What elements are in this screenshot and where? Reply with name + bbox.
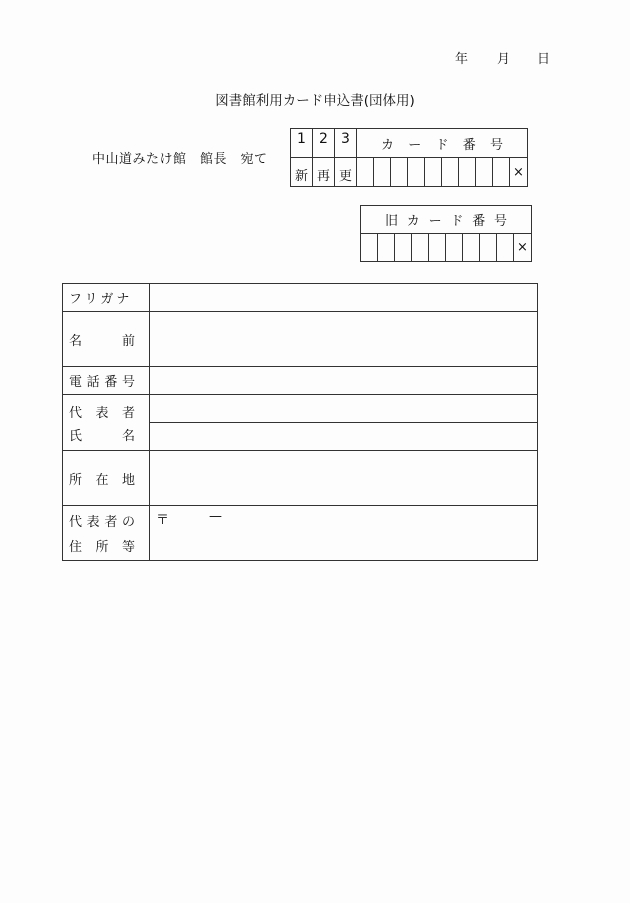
furigana-field[interactable] [150,284,538,312]
card-digit-cell[interactable] [408,158,425,187]
status-new-number[interactable]: 1 [291,129,313,158]
old-card-header-char: カ [406,214,420,229]
old-card-check-cross: × [514,234,532,262]
month-label: 月 [497,52,511,67]
label-char: 在 [95,472,109,488]
old-card-digit-cell[interactable] [378,234,395,262]
name-field[interactable] [150,312,538,367]
label-char: 電 [69,375,83,390]
old-card-digit-cell[interactable] [361,234,378,262]
representative-field-1[interactable] [150,395,538,423]
label-char: 氏 [69,428,83,444]
label-char: 表 [86,515,100,530]
label-char: 番 [104,375,118,390]
label-char: 地 [121,472,135,488]
card-header-char: ド [435,137,449,153]
day-label: 日 [537,52,551,67]
representative-label [63,395,150,451]
name-label [63,312,150,367]
old-card-digit-cell[interactable] [446,234,463,262]
old-card-digit-cell[interactable] [412,234,429,262]
status-renew-label: 更 [335,158,357,187]
postal-dash: — [209,509,223,524]
old-card-number-table [360,205,532,262]
old-card-digit-cell[interactable] [395,234,412,262]
status-renew-number[interactable]: 3 [335,129,357,158]
label-char: 代 [69,405,83,421]
card-number-header [357,129,528,158]
label-char: 名 [69,333,83,349]
status-new-label: 新 [291,158,313,187]
label-char: 表 [95,405,109,421]
label-char: 前 [121,333,135,349]
addressee: 中山道みたけ館 館長 宛て [92,152,268,167]
status-reissue-number[interactable]: 2 [313,129,335,158]
old-card-header-char: 番 [472,214,486,229]
card-header-char: 号 [489,137,503,153]
rep-address-label [63,506,150,561]
old-card-number-header [361,206,532,234]
label-char: 話 [86,375,100,390]
label-char: 住 [69,540,83,555]
furigana-label [63,284,150,312]
rep-address-field[interactable] [150,506,538,561]
card-digit-cell[interactable] [493,158,510,187]
old-card-header-char: ド [450,214,464,229]
label-char: 所 [69,472,83,488]
old-card-digit-cell[interactable] [463,234,480,262]
document-title: 図書館利用カード申込書(団体用) [215,93,415,109]
card-digit-cell[interactable] [459,158,476,187]
label-char: 名 [121,428,135,444]
postal-mark: 〒 [156,513,170,528]
location-field[interactable] [150,451,538,506]
location-label [63,451,150,506]
card-digit-cell[interactable] [476,158,493,187]
year-label: 年 [455,52,469,67]
card-header-char: 番 [462,137,476,153]
status-reissue-label: 再 [313,158,335,187]
card-digit-cell[interactable] [391,158,408,187]
card-number-table [290,128,528,187]
label-char: 者 [104,515,118,530]
old-card-header-char: ー [428,214,442,229]
card-digit-cell[interactable] [442,158,459,187]
application-form [62,283,538,561]
old-card-digit-cell[interactable] [480,234,497,262]
label-char: の [121,515,135,530]
label-char: 所 [95,540,109,555]
old-card-header-char: 旧 [385,214,399,229]
label-char: 代 [69,515,83,530]
label-char: 者 [121,405,135,421]
label-char: 等 [121,540,135,555]
card-check-cross: × [510,158,528,187]
phone-field[interactable] [150,367,538,395]
card-header-char: ー [408,137,422,153]
card-digit-cell[interactable] [374,158,391,187]
old-card-digit-cell[interactable] [429,234,446,262]
old-card-digit-cell[interactable] [497,234,514,262]
representative-field-2[interactable] [150,423,538,451]
furigana-text: フリガナ [69,292,133,307]
label-char: 号 [121,375,135,390]
old-card-header-char: 号 [493,214,507,229]
card-digit-cell[interactable] [425,158,442,187]
card-header-char: カ [381,137,395,153]
phone-label [63,367,150,395]
card-digit-cell[interactable] [357,158,374,187]
